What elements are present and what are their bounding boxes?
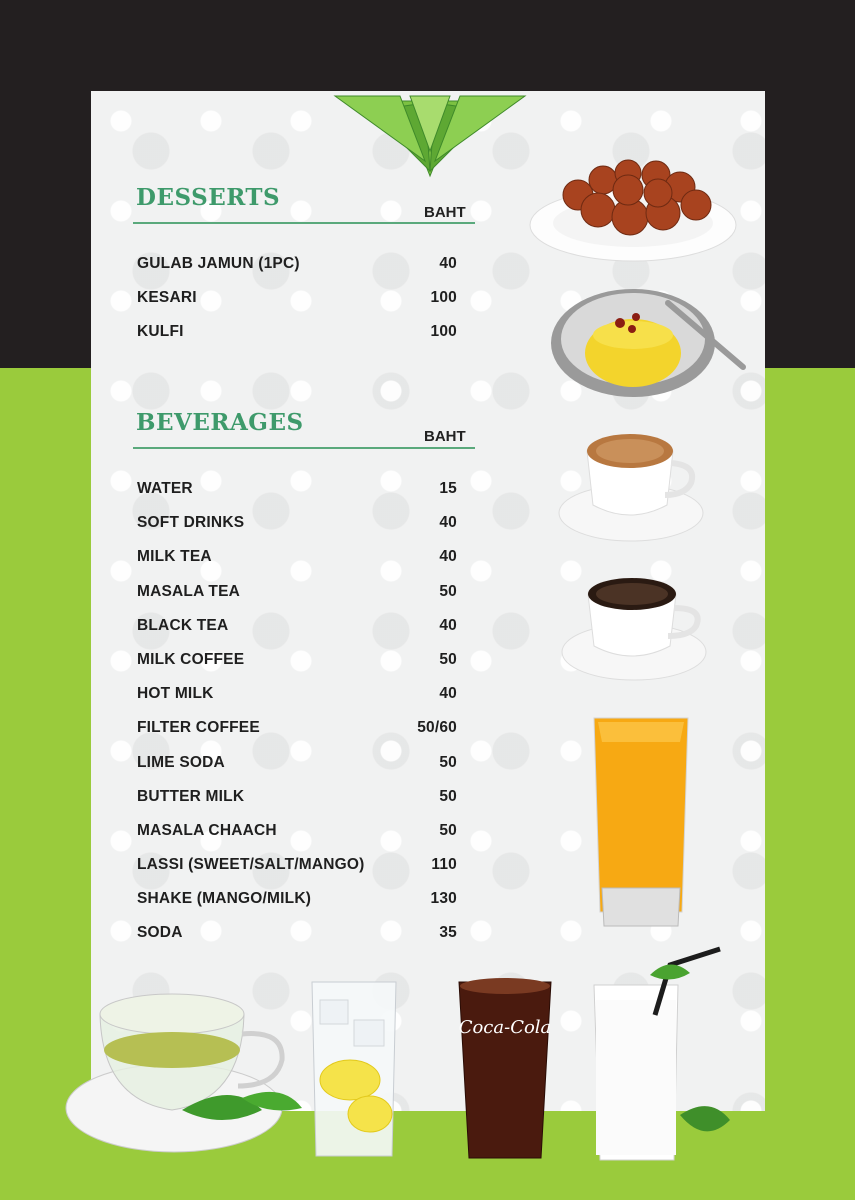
menu-item	[137, 617, 457, 651]
menu-item	[137, 719, 457, 753]
menu-item	[137, 583, 457, 617]
item-price: 100	[430, 289, 457, 307]
black-coffee-cup-image	[560, 570, 708, 685]
item-price: 50/60	[417, 719, 457, 737]
green-tea-cup-image	[62, 990, 307, 1165]
item-price: 50	[439, 753, 457, 771]
menu-item	[137, 514, 457, 548]
kesari-bowl-image	[548, 283, 748, 401]
milk-glass-image	[590, 945, 745, 1170]
beverages-divider	[133, 447, 475, 449]
item-price: 40	[439, 514, 457, 532]
menu-item	[137, 548, 457, 582]
item-price: 40	[439, 616, 457, 634]
mango-juice-glass-image	[590, 712, 692, 934]
item-name: MASALA TEA	[137, 582, 241, 600]
item-name: MILK COFFEE	[137, 650, 245, 668]
item-name: BUTTER MILK	[137, 787, 245, 805]
menu-item	[137, 822, 457, 856]
lime-soda-glass-image	[310, 980, 398, 1162]
item-name: SHAKE (MANGO/MILK)	[137, 890, 312, 908]
menu-item	[137, 890, 457, 924]
cola-glass-image	[455, 978, 555, 1164]
beverages-currency-label: BAHT	[424, 428, 466, 445]
item-name: MASALA CHAACH	[137, 821, 277, 839]
desserts-divider	[133, 222, 475, 224]
item-price: 50	[439, 821, 457, 839]
menu-item	[137, 255, 457, 289]
item-name: SOFT DRINKS	[137, 514, 245, 532]
gulab-jamun-image	[528, 155, 738, 265]
leaf-ornament-icon	[330, 91, 530, 181]
item-name: KULFI	[137, 323, 184, 341]
menu-item	[137, 788, 457, 822]
item-name: BLACK TEA	[137, 616, 229, 634]
menu-item	[137, 480, 457, 514]
menu-item	[137, 685, 457, 719]
milk-tea-cup-image	[555, 425, 707, 545]
menu-item	[137, 754, 457, 788]
beverages-list	[137, 480, 457, 959]
item-price: 50	[439, 582, 457, 600]
item-price: 50	[439, 787, 457, 805]
item-name: KESARI	[137, 289, 197, 307]
item-price: 40	[439, 548, 457, 566]
cola-logo-text: Coca-Cola	[458, 1017, 552, 1038]
item-price: 40	[439, 685, 457, 703]
item-price: 35	[439, 924, 457, 942]
item-price: 100	[430, 323, 457, 341]
item-name: LIME SODA	[137, 753, 225, 771]
desserts-currency-label: BAHT	[424, 204, 466, 221]
menu-item	[137, 651, 457, 685]
menu-item	[137, 924, 457, 958]
item-name: GULAB JAMUN (1PC)	[137, 255, 300, 272]
desserts-title: DESSERTS	[136, 184, 281, 211]
item-name: WATER	[137, 480, 193, 497]
item-name: FILTER COFFEE	[137, 719, 260, 737]
desserts-list	[137, 255, 457, 358]
item-price: 130	[430, 890, 457, 908]
beverages-title: BEVERAGES	[136, 409, 304, 436]
item-price: 40	[439, 255, 457, 272]
item-name: MILK TEA	[137, 548, 212, 566]
item-name: LASSI (SWEET/SALT/MANGO)	[137, 856, 365, 874]
item-name: SODA	[137, 924, 183, 942]
item-name: HOT MILK	[137, 685, 214, 703]
menu-item	[137, 323, 457, 357]
item-price: 110	[431, 856, 457, 874]
item-price: 15	[439, 480, 457, 497]
menu-item	[137, 289, 457, 323]
menu-item	[137, 856, 457, 890]
item-price: 50	[439, 650, 457, 668]
